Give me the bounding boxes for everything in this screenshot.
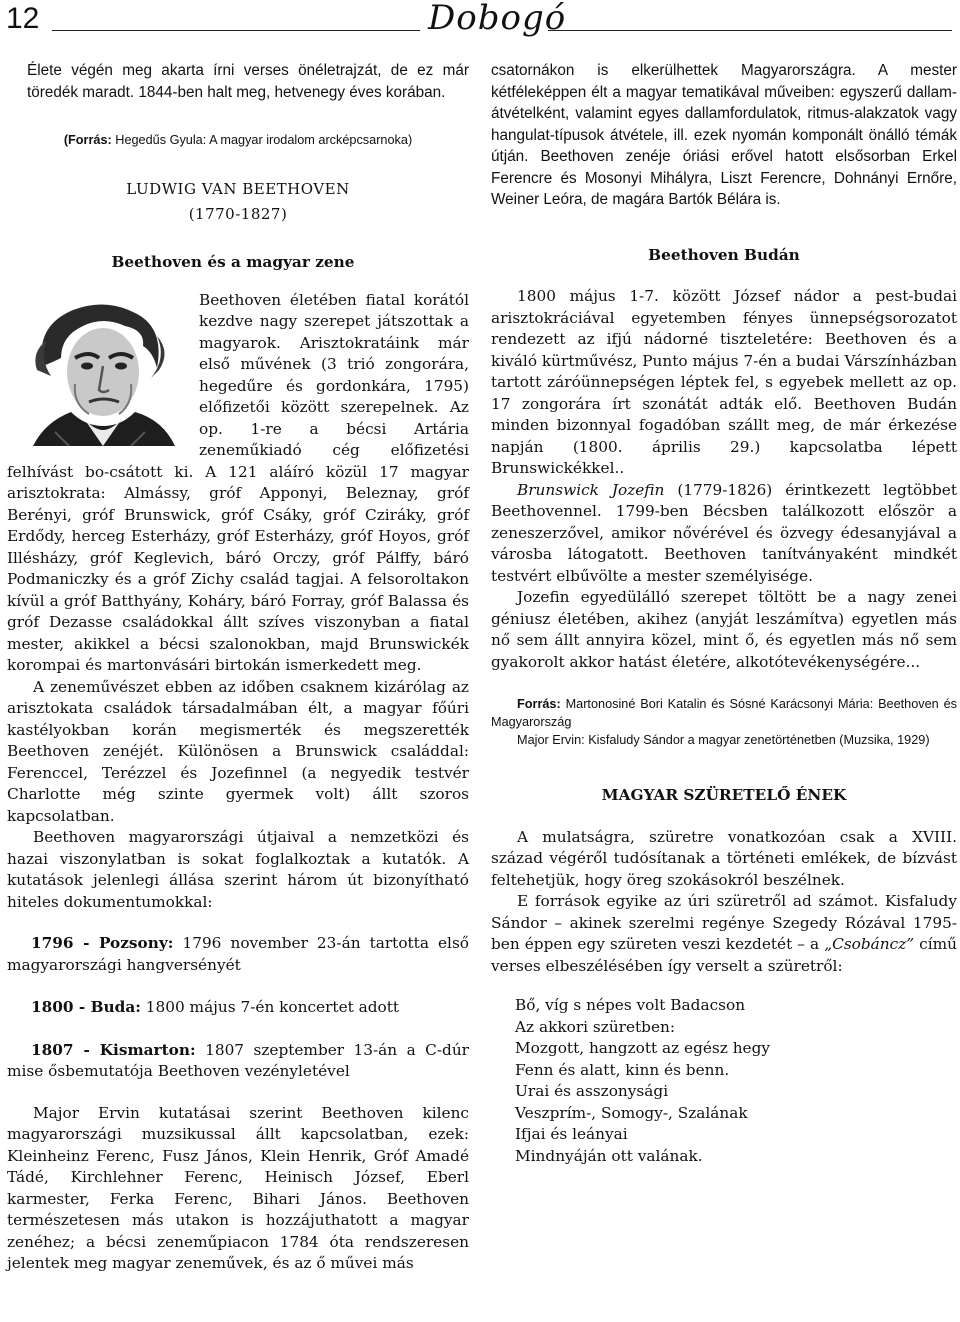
budan-paragraph-1: 1800 május 1-7. között József nádor a pest-budai arisztokráciával egyetemben fényes ünnepségsorozatot rendezett az ifjú nádorné tiszteletére: Beethoven és a kiváló kürtművész, Punto május 7-én a budai Várszínházban tartott záróünnepségen léptek fel, s egyebek mellett az op. 17 zongorára írt szonátát adták elő. Beethoven Budán minden bizonnyal fogadóban szállt meg, de már érkezése napján (1800. április 29.) kapcsolatba lépett Brunswickékkel.. [491,287,957,477]
right-column [491,60,957,1167]
city-text: 1796 november 23-án tartotta első magyarországi hangversényét [7,934,470,974]
source-text: Hegedűs Gyula: A magyar irodalom arcképcsarnoka) [115,133,413,147]
poem-line: Veszprím-, Somogy-, Szalának [515,1103,748,1122]
city-item-pozsony [7,933,469,976]
city-list [7,933,469,1083]
city-label: 1807 - Kismarton: [31,1040,196,1059]
poem-line: Ifjai és leányai [515,1125,628,1143]
source-text: Martonosiné Bori Katalin és Sósné Karácsonyi Mária: Beethoven és Magyarország [491,697,957,729]
poem-line: Bő, víg s népes volt Badacson [515,996,746,1014]
source-note-2: Major Ervin: Kisfaludy Sándor a magyar zenetörténetben (Muzsika, 1929) [517,733,930,747]
city-text: 1807 szeptember 13-án a C-dúr mise ősbemutatója Beethoven vezényletével [7,1040,469,1080]
poem-line: Mindnyáján ott valának. [515,1146,703,1165]
source-note-1 [491,695,957,731]
poem-line: Az akkori szüretben: [515,1017,676,1036]
budan-paragraph-2 [491,480,957,588]
article-title: LUDWIG VAN BEETHOVEN [126,180,350,198]
song-paragraph-2 [491,891,957,977]
city-item-buda [7,997,469,1019]
intro-beethoven-paragraph: Beethoven életében fiatal korától kezdve nagy szerepet játszottak a magyarok. Arisztokratáink már első művének (3 trió zongorára, hegedűre és gordonkára, 1795) előfizetői között szerepelnek. Az op. 1-re a bécsi Artária zeneműkiadó cég előfizetési felhívást bo-csátott ki. A 121 aláíró közül 17 magyar arisztokrata: Almássy, gróf Apponyi, Beleznay, gróf Berényi, gróf Brunswick, gróf Csáky, gróf Cziráky, gróf Erdődy, herceg Esterházy, gróf Esterházy, gróf Hoyos, gróf Illésházy, gróf Keglevich, báró Orczy, gróf Pálffy, báró Podmaniczky és a gróf Zichy család tagjai. A felsoroltakon kívül a gróf Batthyány, Koháry, báró Forray, gróf Balassa és gróf Dezasse családokkal állt szíves viszonyban a fiatal mester, akikkel a bécsi szalonokban, majd Brunswickék korompai és martonvásári birtokán ismerkedett meg. [7,290,469,674]
paragraph-research: Beethoven magyarországi útjaival a nemzetközi és hazai viszonylatban is sokat foglalkoztak a kutatók. A kutatások jelenlegi állása szerint három út bizonyítható hiteles dokumentumokkal: [7,828,469,911]
song-title: MAGYAR SZÜRETELŐ ÉNEK [601,786,847,804]
source-note [7,131,469,149]
song-paragraph-2b: című verses elbeszélésében így verselt a szüretről: [491,935,957,975]
section-title: Beethoven és a magyar zene [111,253,355,271]
paragraph-aristocracy: A zeneművészet ebben az időben csaknem kizárólag az arisztokata családok társadalmában élt, a magyar főúri kastélyokban korán megismerték és megszerették Beethoven zenéjét. Különösen a Brunswick családdal: Ferenccel, Terézzel és Jozefinnel (a negyedik testvér Charlotte még szinte gyermek volt) állt szoros kapcsolatban. [7,677,469,825]
csobancz-title: „Csobáncz” [824,935,915,953]
city-label: 1796 - Pozsony: [31,934,174,952]
song-paragraph-2a: E források egyike az úri szüretről ad számot. Kisfaludy Sándor – akinek szerelmi regénye Szegedy Rózával 1795-ben éppen egy szüreten veszi kezdetét – a [491,892,957,953]
paragraph-musicians: Major Ervin kutatásai szerint Beethoven kilenc magyarországi muzsikussal állt kapcsolatban, ezek: Kleinheinz Ferenc, Fusz János, Klein Henrik, Gróf Amadé Tádé, Kirchlehner Ferenc, Heinisch József, Eberl karmester, Ferka Ferenc, Bihari János. Beethoven természetesen más utakon is hozzájuthatott a magyar zenéhez; a bécsi zeneműpiacon 1784 óta rendszeresen jelentek meg magyar zeneművek, és az ő művei más [7,1103,469,1272]
page-header [0,0,960,42]
city-item-kismarton [7,1040,469,1083]
article-years: (1770-1827) [188,204,288,223]
poem-line: Fenn és alatt, kinn és benn. [515,1060,730,1079]
header-rule-right [548,30,952,31]
beethoven-portrait-icon [25,296,177,446]
source-label: (Forrás: [63,133,112,147]
budan-paragraph-3: Jozefin egyedülálló szerepet töltött be a nagy zenei géniusz életében, akihez (anyját leszámítva) egyetlen más nő sem állt annyira közel, mint ő, és egyetlen más nő sem gyakorolt akkor hatást életére, alkotótevékenységére... [491,588,957,671]
poem [491,995,957,1167]
budan-paragraph-2-text: (1779-1826) érintkezett legtöbbet Beethovennel. 1799-ben Bécsben találkozott először a zeneszerzővel, amikor nővérével és özvegy édesanyjával a városba látogatott. Beethoven tanítványaként mindkét testvért elbűvölte a mester személyisége. [491,480,957,585]
intro-paragraph: Élete végén meg akarta írni verses önéletrajzát, de ez már töredék maradt. 1844-ben halt meg, hetvenegy éves korában. [27,62,469,101]
page-number: 12 [6,2,40,35]
city-label: 1800 - Buda: [31,998,141,1016]
jozefin-name: Brunswick Jozefin [517,480,665,499]
poem-line: Urai és asszonysági [515,1082,669,1100]
poem-line: Mozgott, hangzott az egész hegy [515,1039,771,1057]
header-rule-left [52,30,420,31]
city-text: 1800 május 7-én koncertet adott [145,998,400,1016]
song-paragraph-1: A mulatságra, szüretre vonatkozóan csak a XVIII. század végéről tudósítanak a történeti emlékek, de bízvást feltehetjük, hogy öreg szokásokról beszélnek. [491,827,957,889]
left-column [7,60,469,1275]
magazine-title: Dobogó [428,0,567,38]
right-intro-paragraph: csatornákon is elkerülhettek Magyarországra. A mester kétféleképpen élt a magyar tematikával műveiben: egyszerű dallam-átvételként, valamint egyes dallamfordulatok, ritmus-alakzatok vagy hangulat-típusok átvétele, ill. ezek nyomán komponált önálló témák útján. Beethoven zenéje óriási erővel hatott elsősorban Erkel Ferencre és Mosonyi Mihályra, Liszt Ferencre, Dohnányi Ernőre, Weiner Leóra, de magára Bartók Bélára is. [491,62,957,208]
source-label: Forrás: [517,697,561,711]
budan-title: Beethoven Budán [648,245,800,264]
